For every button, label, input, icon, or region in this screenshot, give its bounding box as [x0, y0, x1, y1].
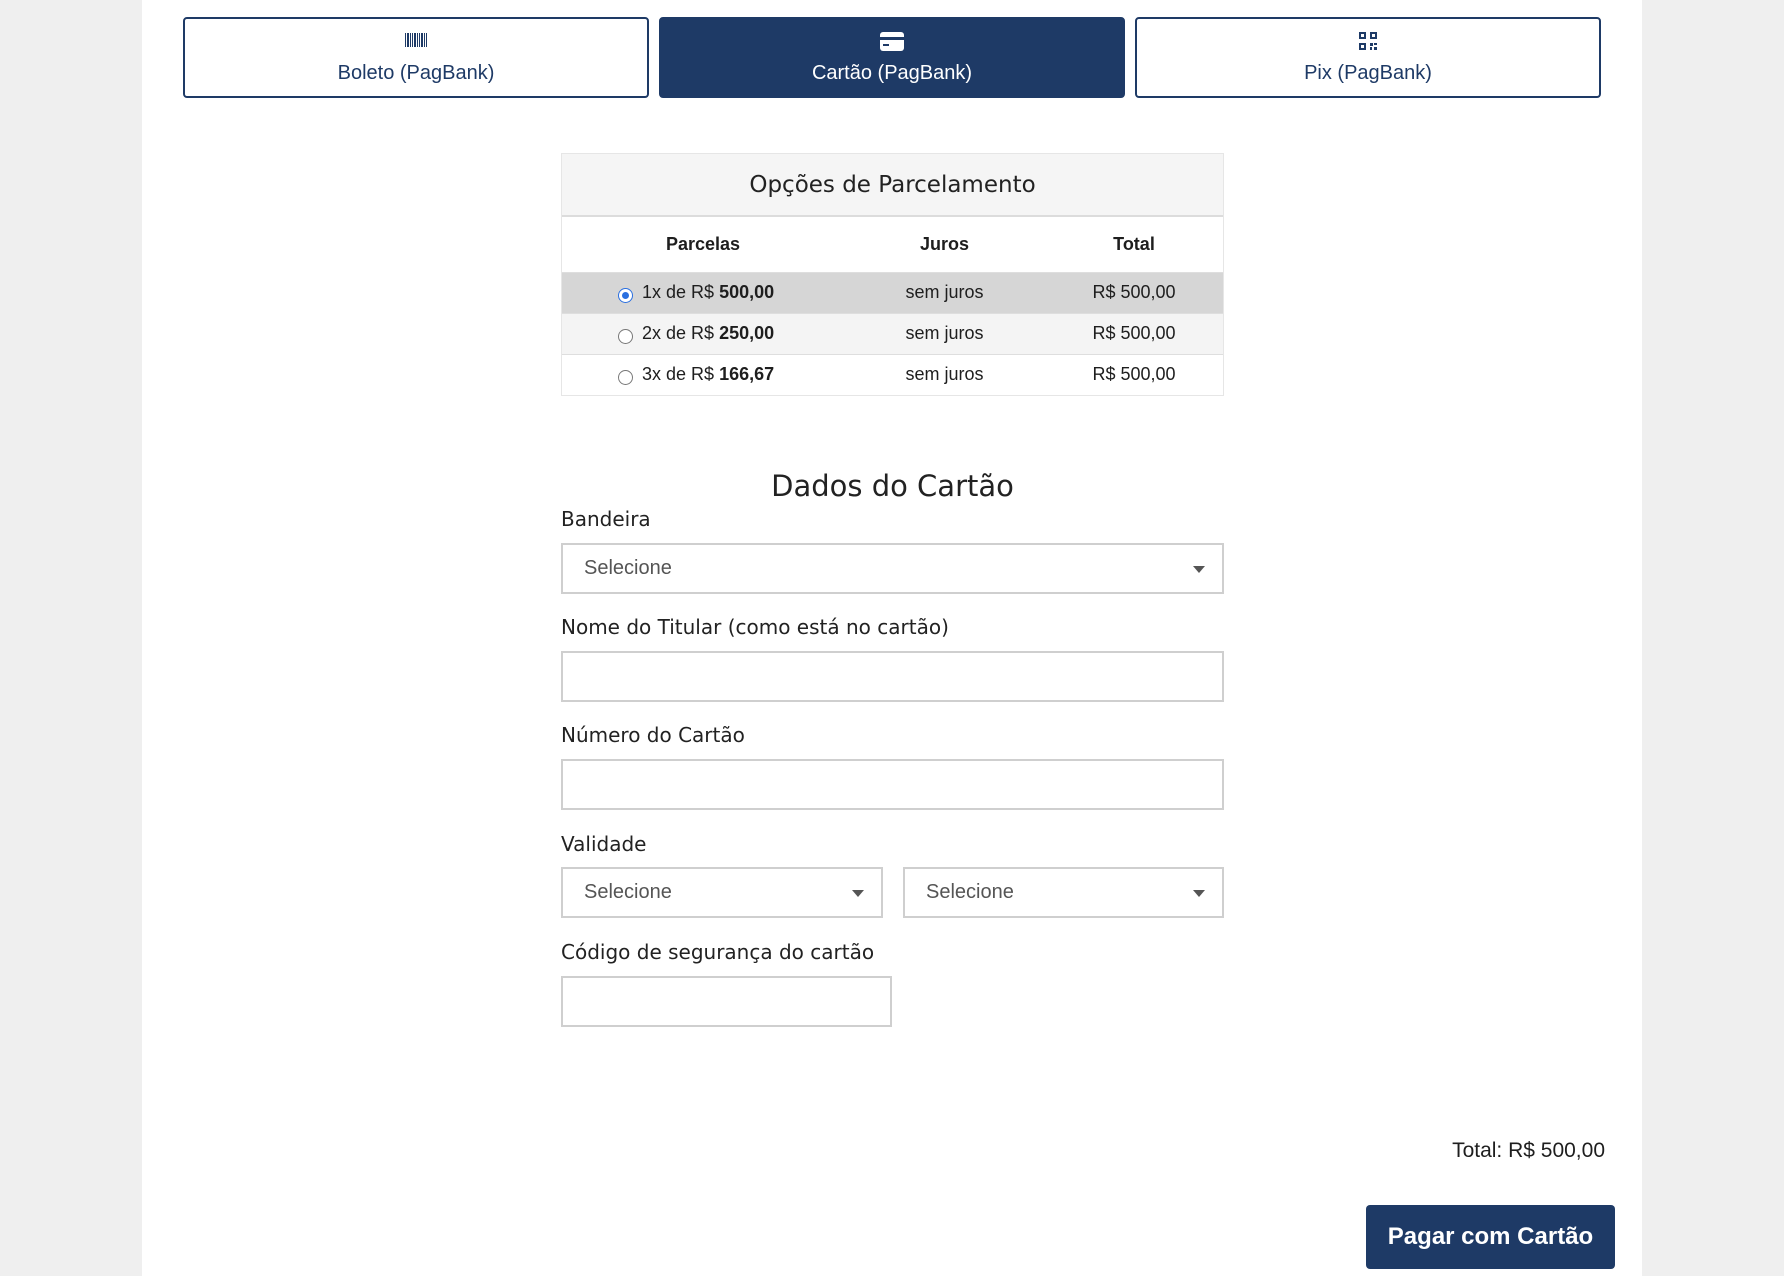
payment-method-tabs	[183, 17, 1602, 98]
card-number-label: Número do Cartão	[561, 723, 745, 747]
tab-cartao[interactable]	[659, 17, 1125, 98]
qr-code-icon	[1359, 32, 1377, 50]
order-total: Total: R$ 500,00	[1452, 1139, 1605, 1162]
tab-pix-label: Pix (PagBank)	[1304, 62, 1432, 84]
installment-amount: 500,00	[719, 282, 775, 302]
tab-pix[interactable]	[1135, 17, 1601, 98]
card-data-title: Dados do Cartão	[771, 469, 1014, 503]
brand-select[interactable]	[561, 543, 1224, 594]
installment-prefix: 2x de R$	[642, 323, 715, 343]
pay-with-card-button[interactable]: Pagar com Cartão	[1366, 1205, 1615, 1269]
validity-year-select[interactable]	[903, 867, 1224, 918]
installment-radio-3x[interactable]	[618, 370, 633, 385]
brand-label: Bandeira	[561, 507, 651, 531]
installment-total: R$ 500,00	[1045, 272, 1223, 313]
tab-boleto-label: Boleto (PagBank)	[337, 62, 495, 84]
installment-juros: sem juros	[844, 272, 1045, 313]
column-header-juros: Juros	[919, 233, 970, 254]
holder-name-label: Nome do Titular (como está no cartão)	[561, 615, 949, 639]
barcode-icon	[405, 32, 427, 48]
installment-radio-2x[interactable]	[618, 329, 633, 344]
installment-options-title: Opções de Parcelamento	[562, 154, 1223, 217]
validity-month-select[interactable]	[561, 867, 883, 918]
validity-label: Validade	[561, 832, 647, 856]
installment-amount: 166,67	[719, 364, 775, 385]
validity-month-value: Selecione	[584, 881, 672, 903]
tab-cartao-label: Cartão (PagBank)	[811, 62, 973, 84]
installment-total: R$ 500,00	[1045, 313, 1223, 354]
installment-prefix: 1x de R$	[642, 282, 715, 302]
security-code-label: Código de segurança do cartão	[561, 940, 875, 964]
column-header-total: Total	[1113, 233, 1155, 254]
security-code-input[interactable]	[561, 976, 892, 1027]
card-number-input[interactable]	[561, 759, 1224, 810]
installment-total: R$ 500,00	[1045, 354, 1223, 395]
installment-radio-1x[interactable]	[618, 288, 633, 303]
installment-options	[561, 153, 1224, 396]
installment-prefix: 3x de R$	[642, 364, 715, 385]
installment-juros: sem juros	[844, 354, 1045, 395]
installment-juros: sem juros	[844, 313, 1045, 354]
installment-amount: 250,00	[719, 323, 775, 343]
installment-row-2x[interactable]	[562, 313, 1223, 354]
column-header-parcelas: Parcelas	[665, 233, 741, 254]
installment-row-1x[interactable]	[562, 272, 1223, 313]
installment-row-3x[interactable]	[562, 354, 1223, 395]
checkout-panel	[142, 0, 1642, 1276]
installment-table	[562, 217, 1223, 395]
tab-boleto[interactable]	[183, 17, 649, 98]
brand-select-value: Selecione	[584, 557, 672, 579]
holder-name-input[interactable]	[561, 651, 1224, 702]
validity-year-value: Selecione	[926, 881, 1014, 903]
credit-card-icon	[880, 32, 904, 51]
